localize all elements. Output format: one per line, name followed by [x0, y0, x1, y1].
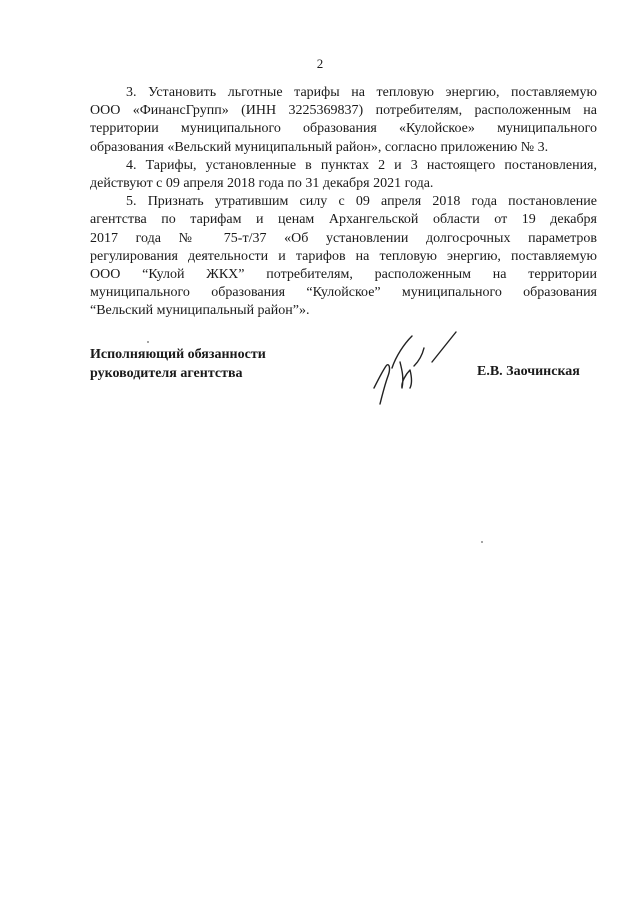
page-number: 2 — [316, 56, 324, 71]
text-line: действуют с 09 апреля 2018 года по 31 декабря 2021 года. — [90, 176, 434, 192]
text-line: “Вельский муниципальный район”». — [90, 303, 310, 319]
text-line: образования «Вельский муниципальный район», согласно приложению № 3. — [90, 139, 549, 155]
text-line: агентства по тарифам и ценам Архангельской области от 19 декабря — [90, 212, 597, 228]
scan-speck — [481, 541, 483, 543]
text-line: муниципального образования “Кулойское” муниципального образования — [90, 285, 597, 301]
document-body — [90, 84, 597, 321]
text-line: ООО «ФинансГрупп» (ИНН 3225369837) потребителям, расположенным на — [90, 103, 597, 119]
handwritten-signature — [352, 322, 462, 412]
text-line: 2017 года № 75-т/37 «Об установлении долгосрочных параметров — [90, 230, 597, 246]
text-line: 5. Признать утратившим силу с 09 апреля 2018 года постановление — [126, 194, 597, 210]
text-line: регулирования деятельности и тарифов на тепловую энергию, поставляемую — [90, 248, 597, 264]
position-line: руководителя агентства — [90, 365, 243, 381]
signatory-name: Е.В. Заочинская — [477, 364, 580, 379]
paragraph-3 — [90, 84, 597, 157]
position-line: Исполняющий обязанности — [90, 347, 266, 362]
text-line: 3. Установить льготные тарифы на тепловую энергию, поставляемую — [126, 85, 597, 100]
paragraph-4 — [90, 157, 597, 193]
paragraph-5 — [90, 193, 597, 320]
scan-speck — [147, 341, 149, 343]
text-line: 4. Тарифы, установленные в пунктах 2 и 3 настоящего постановления, — [126, 157, 597, 173]
text-line: территории муниципального образования «Кулойское» муниципального — [90, 121, 597, 137]
text-line: ООО “Кулой ЖКХ” потребителям, расположенным на территории — [90, 267, 597, 283]
signatory-position — [90, 346, 266, 383]
